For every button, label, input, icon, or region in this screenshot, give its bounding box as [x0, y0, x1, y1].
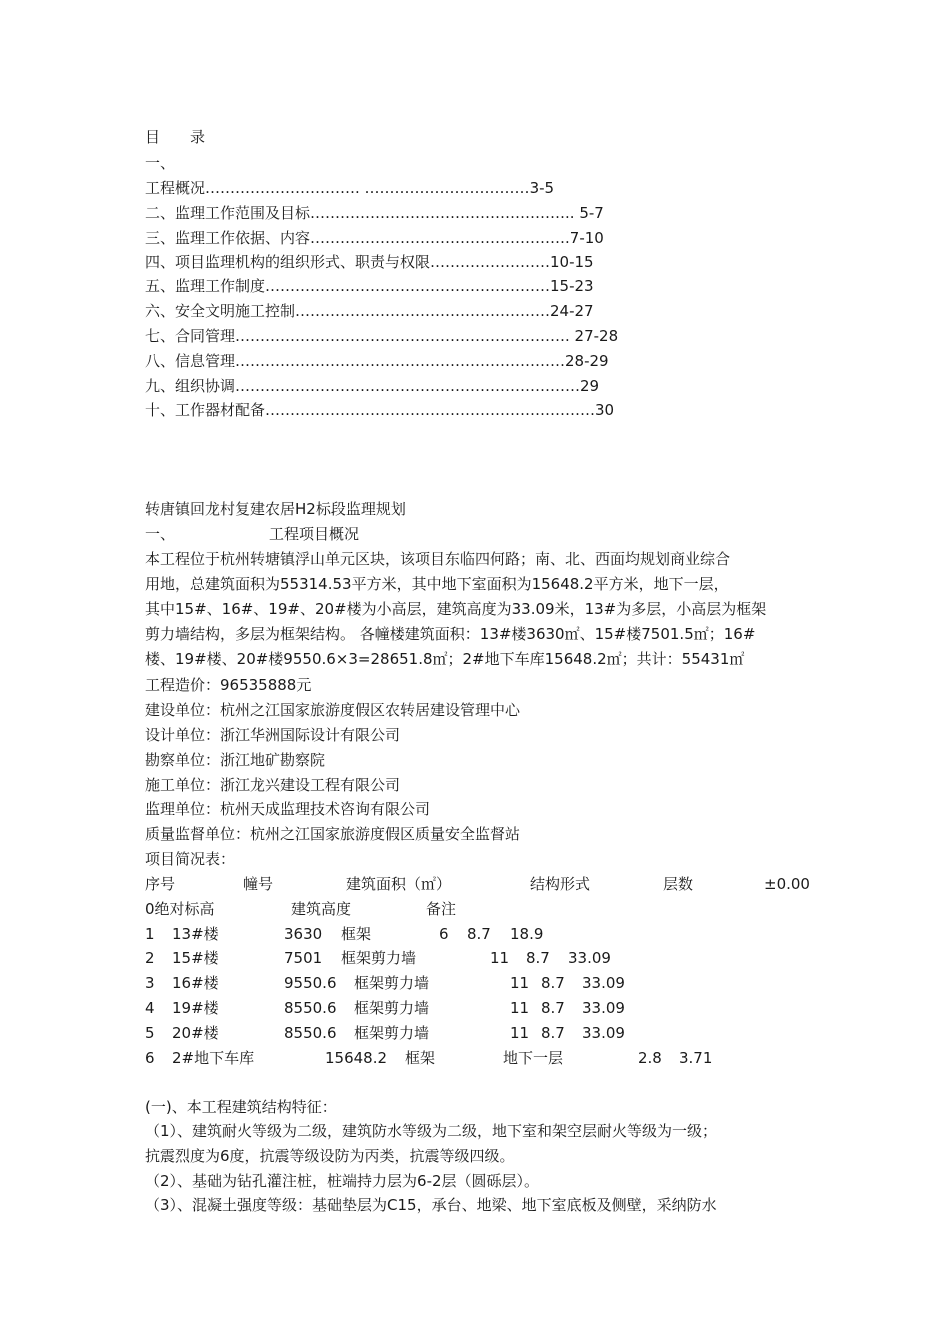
- table-cell: 5: [145, 1024, 155, 1042]
- table-cell: 框架剪力墙: [354, 1024, 430, 1042]
- table-cell: 8.7: [541, 1024, 565, 1042]
- table-header-cell: 备注: [426, 900, 457, 918]
- table-cell: 33.09: [568, 949, 611, 967]
- toc-entry-label: 七、合同管理: [145, 327, 236, 345]
- table-cell: 3: [145, 974, 155, 992]
- table-row: [145, 1023, 625, 1043]
- table-header-cell: 序号: [145, 875, 176, 893]
- subsection-heading: (一)、本工程建筑结构特征：: [145, 1098, 337, 1116]
- table-caption: 项目简况表：: [145, 850, 236, 868]
- toc-entry-page: 10-15: [550, 253, 594, 271]
- toc-entry-label: 六、安全文明施工控制: [145, 302, 296, 320]
- table-header-row: [145, 874, 815, 894]
- toc-entry-label: 四、项目监理机构的组织形式、职责与权限: [145, 253, 431, 271]
- table-cell: 1: [145, 925, 155, 943]
- project-cost: 工程造价：96535888元: [145, 676, 312, 694]
- toc-entry[interactable]: [145, 376, 599, 396]
- table-cell: 8550.6: [284, 999, 337, 1017]
- section-heading: [145, 524, 359, 544]
- toc-entry[interactable]: [145, 351, 609, 371]
- table-cell: 3630: [284, 925, 323, 943]
- table-cell: 2: [145, 949, 155, 967]
- table-cell: 8.7: [541, 974, 565, 992]
- toc-entry-leader: …………………………………………………………: [235, 327, 566, 345]
- supervision-unit: 监理单位：杭州天成监理技术咨询有限公司: [145, 800, 431, 818]
- toc-entry[interactable]: [145, 228, 604, 248]
- table-cell: 11: [510, 1024, 530, 1042]
- table-cell: 18.9: [510, 925, 544, 943]
- table-cell: 4: [145, 999, 155, 1017]
- toc-entry-leader: …………………………………………………………: [265, 401, 596, 419]
- table-header-cell: 建筑面积（㎡）: [346, 875, 452, 893]
- table-cell: 33.09: [582, 1024, 625, 1042]
- table-cell: 33.09: [582, 999, 625, 1017]
- paragraph-line: 剪力墙结构，多层为框架结构。 各幢楼建筑面积：13#楼3630㎡、15#楼7501.5㎡；16#: [145, 625, 756, 643]
- toc-entry-leader: …………………………………………………: [265, 277, 551, 295]
- toc-entry-label: 二、监理工作范围及目标: [145, 204, 311, 222]
- paragraph-line: 楼、19#楼、20#楼9550.6×3=28651.8㎡；2#地下车库15648.2㎡；共计：55431㎡: [145, 650, 745, 668]
- toc-entry-label: 工程概况: [145, 179, 206, 197]
- table-cell: 2.8: [638, 1049, 662, 1067]
- table-cell: 8.7: [541, 999, 565, 1017]
- toc-entry-leader: …………………………. ……………………………: [205, 179, 530, 197]
- table-cell: 6: [439, 925, 449, 943]
- paragraph-line: （2）、基础为钻孔灌注桩，桩端持力层为6-2层（圆砾层）。: [145, 1172, 540, 1190]
- table-header-cell: 建筑高度: [291, 900, 352, 918]
- toc-entry-leader: ……………………………………………………………: [235, 377, 581, 395]
- toc-entry-leader: ……………………………………………: [295, 302, 551, 320]
- table-row: [145, 1048, 715, 1068]
- toc-entry-label: 三、监理工作依据、内容: [145, 229, 311, 247]
- toc-entry[interactable]: [145, 203, 604, 223]
- table-cell: 框架剪力墙: [354, 999, 430, 1017]
- paragraph-line: 抗震烈度为6度，抗震等级设防为丙类，抗震等级四级。: [145, 1147, 515, 1165]
- owner-unit: 建设单位：杭州之江国家旅游度假区农转居建设管理中心: [145, 701, 521, 719]
- table-cell: 9550.6: [284, 974, 337, 992]
- table-cell: 15#楼: [172, 949, 219, 967]
- table-cell: 20#楼: [172, 1024, 219, 1042]
- table-cell: 19#楼: [172, 999, 219, 1017]
- toc-entry-leader: ……………………………………………..: [310, 204, 575, 222]
- design-unit: 设计单位：浙江华洲国际设计有限公司: [145, 726, 401, 744]
- construction-unit: 施工单位：浙江龙兴建设工程有限公司: [145, 776, 401, 794]
- toc-entry-page: 24-27: [550, 302, 594, 320]
- table-header-cell: 幢号: [243, 875, 274, 893]
- table-cell: 框架: [341, 925, 372, 943]
- table-cell: 2#地下车库: [172, 1049, 255, 1067]
- table-row: [145, 998, 625, 1018]
- toc-entry-label: 八、信息管理: [145, 352, 236, 370]
- toc-entry[interactable]: [145, 400, 614, 420]
- paragraph-line: 用地，总建筑面积为55314.53平方米，其中地下室面积为15648.2平方米，地下一层，: [145, 575, 729, 593]
- toc-first-prefix: 一、: [145, 154, 176, 172]
- toc-entry[interactable]: [145, 326, 618, 346]
- paragraph-line: （3）、混凝土强度等级：基础垫层为C15，承台、地梁、地下室底板及侧壁，采纳防水: [145, 1196, 717, 1214]
- section-number: 一、: [145, 525, 176, 543]
- toc-entry-page: 7-10: [569, 229, 604, 247]
- table-cell: 框架: [405, 1049, 436, 1067]
- table-cell: 11: [510, 999, 530, 1017]
- table-cell: 8.7: [467, 925, 491, 943]
- toc-entry-page: 29: [580, 377, 600, 395]
- toc-entry-page: 5-7: [574, 204, 604, 222]
- table-cell: 8.7: [526, 949, 550, 967]
- paragraph-line: 本工程位于杭州转塘镇浮山单元区块，该项目东临四何路；南、北、西面均规划商业综合: [145, 550, 731, 568]
- table-cell: 15648.2: [325, 1049, 388, 1067]
- toc-entry-label: 十、工作器材配备: [145, 401, 266, 419]
- table-row: [145, 948, 611, 968]
- quality-supervision-unit: 质量监督单位：杭州之江国家旅游度假区质量安全监督站: [145, 825, 521, 843]
- table-header-cell: 结构形式: [530, 875, 591, 893]
- toc-entry-page: . 27-28: [565, 327, 619, 345]
- toc-entry-page: 3-5: [529, 179, 555, 197]
- toc-entry-page: 30: [595, 401, 615, 419]
- table-row: [145, 973, 625, 993]
- table-cell: 33.09: [582, 974, 625, 992]
- toc-entry-label: 五、监理工作制度: [145, 277, 266, 295]
- toc-entry-page: 15-23: [550, 277, 594, 295]
- table-header-cell: ±0.00: [764, 875, 810, 893]
- toc-heading: 目 录: [145, 128, 206, 146]
- section-title: 工程项目概况: [269, 525, 360, 543]
- table-header-cell: 0绝对标高: [145, 900, 215, 918]
- table-cell: 11: [490, 949, 510, 967]
- toc-entry[interactable]: [145, 301, 594, 321]
- table-cell: 地下一层: [503, 1049, 564, 1067]
- survey-unit: 勘察单位：浙江地矿勘察院: [145, 751, 326, 769]
- toc-entry[interactable]: [145, 178, 554, 198]
- table-header-row-continued: [145, 899, 545, 919]
- table-cell: 框架剪力墙: [354, 974, 430, 992]
- paragraph-line: （1）、建筑耐火等级为二级，建筑防水等级为二级，地下室和架空层耐火等级为一级；: [145, 1122, 718, 1140]
- table-cell: 框架剪力墙: [341, 949, 417, 967]
- table-cell: 7501: [284, 949, 323, 967]
- toc-entry-page: 28-29: [565, 352, 609, 370]
- table-cell: 11: [510, 974, 530, 992]
- toc-entry-leader: …………………………………………….: [310, 229, 570, 247]
- table-cell: 13#楼: [172, 925, 219, 943]
- toc-entry[interactable]: [145, 252, 594, 272]
- table-cell: 8550.6: [284, 1024, 337, 1042]
- table-cell: 16#楼: [172, 974, 219, 992]
- table-row: [145, 924, 565, 944]
- table-cell: 3.71: [679, 1049, 713, 1067]
- toc-entry-leader: …………………………………………………………: [235, 352, 566, 370]
- toc-entry[interactable]: [145, 276, 594, 296]
- table-header-cell: 层数: [663, 875, 694, 893]
- toc-entry-label: 九、组织协调: [145, 377, 236, 395]
- document-title: 转唐镇回龙村复建农居H2标段监理规划: [145, 500, 406, 518]
- paragraph-line: 其中15#、16#、19#、20#楼为小高层，建筑高度为33.09米，13#为多层，小高层为框架: [145, 600, 767, 618]
- toc-entry-leader: ……………………: [430, 253, 551, 271]
- table-cell: 6: [145, 1049, 155, 1067]
